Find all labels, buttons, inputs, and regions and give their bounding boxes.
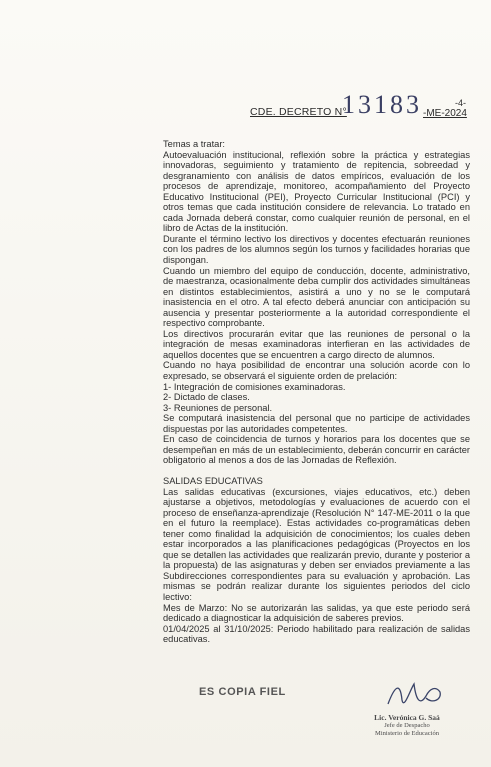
decree-number: 13183 (342, 90, 422, 119)
signature-block (352, 713, 462, 738)
paragraph: Cuando no haya posibilidad de encontrar una solución acorde con lo expresado, se observará el siguiente orden de prelación: (163, 360, 470, 382)
paragraph: Se computará inasistencia del personal que no participe de actividades dispuestas por las autoridades competentes. (163, 413, 470, 434)
paragraph: Las salidas educativas (excursiones, viajes educativos, etc.) deben ajustarse a objetivos, metodologías y evaluaciones de acuerdo con el proceso de enseñanza-aprendizaje (Resolución N° 147-ME-2011 o la que en el futuro la reemplace). Estas actividades co-programáticas deben tener como finalidad la adquisición de conocimientos; los cuales deben estar incorporados a las planificaciones pedagógicas (Proyectos en los que se detallen las actividades que realizarán previo, durante y posterior a la propuesta) de las asignaturas y deben ser enviados previamente a las Subdirecciones correspondientes para su evaluación y aprobación. Las mismas se podrán realizar durante los siguientes periodos del ciclo lectivo: (163, 486, 470, 602)
signer-role: Jefe de Despacho (384, 722, 430, 729)
paragraph: Durante el término lectivo los directivos y docentes efectuarán reuniones con los padres de los alumnos según los turnos y facilidades horarias que dispongan. (163, 233, 470, 266)
paragraph: Temas a tratar: (163, 139, 226, 149)
list-item: 2- Dictado de clases. (163, 392, 250, 403)
list-item: 1- Integración de comisiones examinadoras. (163, 381, 346, 392)
signature-scribble (380, 670, 450, 714)
paragraph: En caso de coincidencia de turnos y horarios para los docentes que se desempeñan en más de un establecimiento, deberán concurrir en carácter obligatorio al menos a dos de las Jornadas de Reflexión. (163, 434, 470, 466)
paragraph: Autoevaluación institucional, reflexión sobre la práctica y estrategias innovadoras, seguimiento y tratamiento de repitencia, sobreedad y desgranamiento con análisis de datos empíricos, evaluación de los procesos de aprendizaje, monitoreo, acompañamiento del Proyecto Educativo Institucional (PEI), Proyecto Curricular Institucional (PCI) y otros temas que cada institución considere de relevancia. Lo tratado en cada Jornada deberá constar, como cualquier reunión de personal, en el libro de Actas de la institución. (163, 149, 470, 234)
paragraph: Cuando un miembro del equipo de conducción, docente, administrativo, de maestranza, ocasionalmente deba cumplir dos actividades simultáneas en distintos establecimientos, asistirá a uno y no se le computará inasistencia en el otro. A tal efecto deberá anunciar con anticipación su ausencia y presentar posteriormente a la autoridad correspondiente el respectivo comprobante. (163, 265, 470, 329)
decree-header (250, 88, 475, 124)
decree-suffix: -ME-2024 (423, 108, 467, 119)
paragraph: 01/04/2025 al 31/10/2025: Periodo habilitado para realización de salidas educativas. (163, 623, 470, 645)
document-body (163, 139, 470, 645)
page-number: -4- (455, 98, 466, 108)
list-item: 3- Reuniones de personal. (163, 402, 273, 413)
signer-office: Ministerio de Educación (375, 730, 439, 737)
signer-name: Lic. Verónica G. Saá (374, 713, 440, 722)
copy-stamp: ES COPIA FIEL (199, 686, 286, 698)
paragraph: Los directivos procurarán evitar que las reuniones de personal o la integración de mesas examinadoras interfieran en las actividades de aquellos docentes que se encuentren a cargo directo de alumnos. (163, 328, 470, 360)
paragraph: Mes de Marzo: No se autorizarán las salidas, ya que este periodo será dedicado a diagnosticar la adquisición de saberes previos. (163, 602, 470, 624)
decree-label: CDE. DECRETO N° (250, 106, 347, 118)
section-title: SALIDAS EDUCATIVAS (163, 475, 263, 486)
